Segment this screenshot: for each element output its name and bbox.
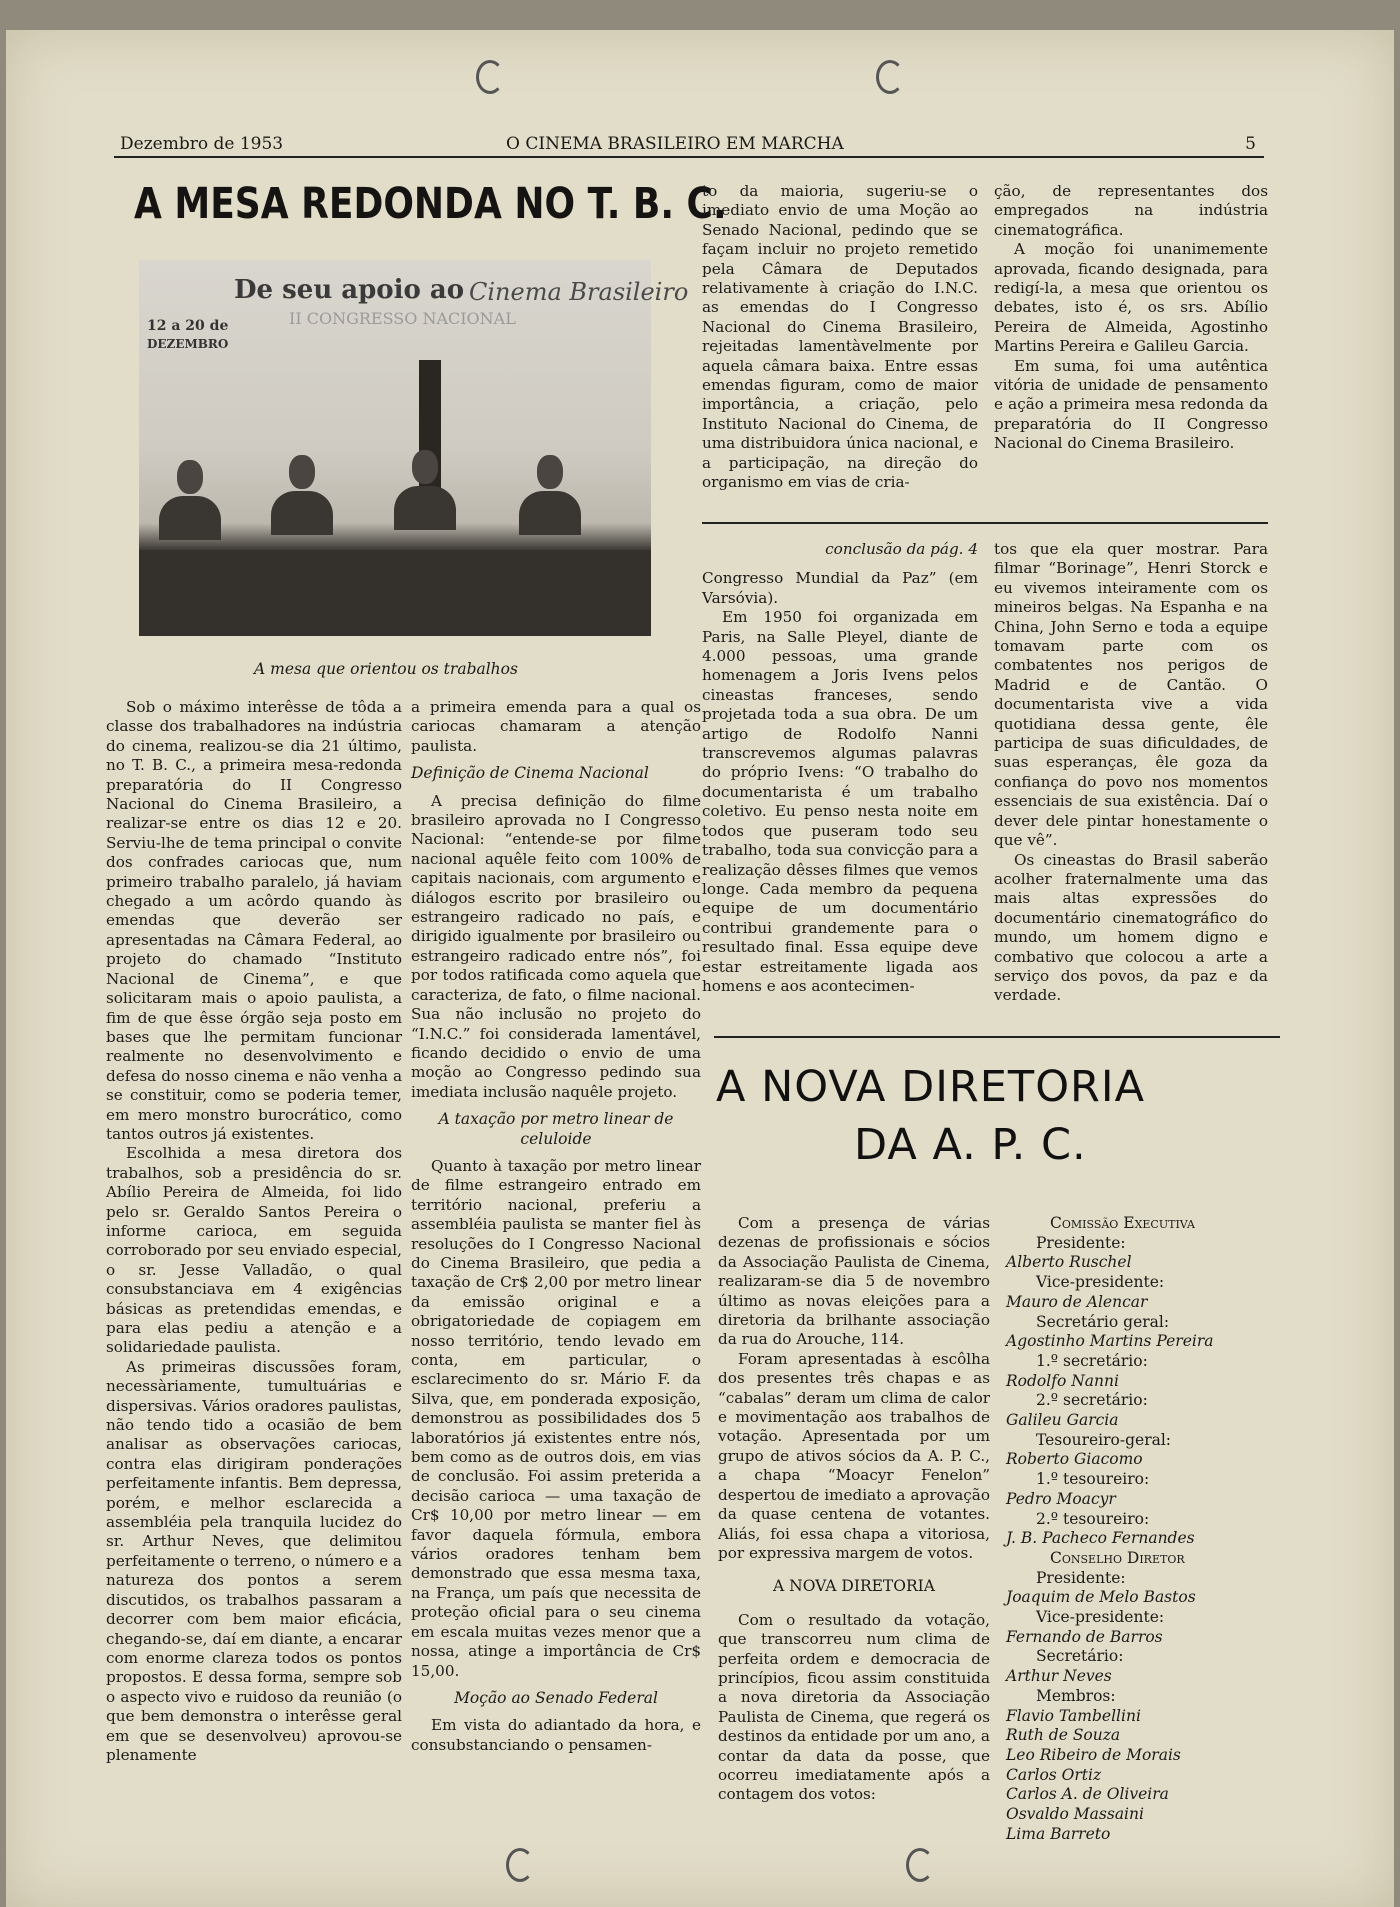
roster-member-name: Mauro de Alencar: [1006, 1292, 1148, 1311]
article2-column-1: [702, 540, 978, 996]
continued-from-note: conclusão da pág. 4: [825, 540, 978, 558]
board-roster: [1006, 1214, 1256, 1845]
banner-text-4: 12 a 20 de: [147, 318, 229, 334]
banner-text-5: DEZEMBRO: [147, 337, 229, 351]
article2-paragraph: Congresso Mundial da Paz” (em Varsóvia).: [702, 569, 978, 607]
page-header: [114, 130, 1264, 158]
subheading-taxacao: A taxação por metro linear de celuloide: [438, 1110, 674, 1148]
divider-mid-right: [714, 1036, 1280, 1038]
article1-column-2: [411, 698, 701, 1755]
roster-member-name: Rodolfo Nanni: [1006, 1371, 1119, 1390]
roster-member-name: Leo Ribeiro de Morais: [1006, 1745, 1181, 1764]
roster-role: Membros:: [1036, 1686, 1116, 1705]
article-title-mesa-redonda: A MESA REDONDA NO T. B. C.: [134, 180, 727, 229]
roster-role: Secretário:: [1036, 1647, 1124, 1666]
roster-role: 1.º secretário:: [1036, 1351, 1148, 1370]
article1-paragraph: A precisa definição do filme brasileiro aprovada no I Congresso Nacional: “entende-se por filme nacional aquêle feito com 100% de capitais nacionais, com argumento e diálogos escrito por brasileiro ou estrangeiro radicado no país, e dirigido igualmente por brasileiro ou estrangeiro radicado entre nós”, foi por todos ratificada como aquela que caracteriza, de fato, o filme nacional. Sua não inclusão no projeto do “I.N.C.” foi considerada lamentável, ficando decidido o envio de uma moção ao Congresso pedindo sua imediata inclusão naquêle projeto.: [411, 791, 701, 1101]
roster-member-name: Roberto Giacomo: [1006, 1450, 1143, 1469]
binder-hole-left: [476, 60, 504, 94]
roster-member-name: Arthur Neves: [1006, 1667, 1112, 1686]
roster-member-name: Osvaldo Massaini: [1006, 1805, 1144, 1824]
article1-paragraph: Quanto à taxação por metro linear de filme estrangeiro entrado em território nacional, preferiu a assembléia paulista se manter fiel às resoluções do I Congresso Nacional do Cinema Brasileiro, que pedia a taxação de Cr$ 2,00 por metro linear da emissão original e a obrigatoriedade de copiagem em nosso território, tendo levado em conta, em particular, o esclarecimento do sr. Mário F. da Silva, que, em ponderada exposição, demonstrou as possibilidades dos 5 laboratórios já existentes entre nós, bem como as de outros dois, em vias de conclusão. Foi assim preterida a decisão carioca — uma taxação de Cr$ 10,00 por metro linear — em favor daquela fórmula, embora vários oradores tenham bem demonstrado que essa mesma taxa, na França, um país que necessita de proteção oficial para o seu cinema em escala muitas vezes menor que a nossa, atinge a importância de Cr$ 15,00.: [411, 1156, 701, 1680]
roster-member-name: Pedro Moacyr: [1006, 1489, 1116, 1508]
banner-text-1: De seu apoio ao: [234, 275, 465, 305]
roster-member-name: Agostinho Martins Pereira: [1006, 1332, 1214, 1351]
roster-member-name: Flavio Tambellini: [1006, 1706, 1141, 1725]
article1-paragraph: to da maioria, sugeriu-se o imediato envio de uma Moção ao Senado Nacional, pedindo que se façam incluir no projeto remetido pela Câmara de Deputados relativamente à criação do I.N.C. as emendas do I Congresso Nacional do Cinema Brasileiro, rejeitadas lamentàvelmente por aquela câmara baixa. Entre essas emendas figuram, como de maior importância, a criação, pelo Instituto Nacional do Cinema, de uma distribuidora única nacional, e a participação, na direção do organismo em vias de cria-: [702, 182, 978, 492]
article3-paragraph: Foram apresentadas à escôlha dos presentes três chapas e as “cabalas” deram um clima de calor e movimentação aos trabalhos de votação. Apresentada por um grupo de ativos sócios da A. P. C., a chapa “Moacyr Fenelon” despertou de imediato a aprovação da quase centena de votantes. Aliás, foi essa chapa a vitoriosa, por expressiva margem de votos.: [718, 1349, 990, 1562]
publication-name: O CINEMA BRASILEIRO EM MARCHA: [506, 134, 844, 154]
roster-member-name: Lima Barreto: [1006, 1824, 1111, 1843]
roster-member-name: Galileu Garcia: [1006, 1411, 1119, 1430]
roster-role: 2.º tesoureiro:: [1036, 1509, 1150, 1528]
roster-role: Presidente:: [1036, 1568, 1126, 1587]
article2-column-2: [994, 540, 1268, 1006]
divider-top-right: [702, 522, 1268, 524]
roster-member-name: Joaquim de Melo Bastos: [1006, 1588, 1196, 1607]
photo-person-4: [519, 455, 581, 551]
roster-section-heading: Conselho Diretor: [1050, 1548, 1185, 1567]
subheading-mocao: Moção ao Senado Federal: [454, 1688, 658, 1707]
article3-column-1: [718, 1214, 990, 1805]
article1-paragraph: ção, de representantes dos empregados na indústria cinematográfica.: [994, 182, 1268, 239]
article1-paragraph: A moção foi unanimemente aprovada, ficando designada, para redigí-la, a mesa que orientou os debates, isto é, os srs. Abílio Pereira de Almeida, Agostinho Martins Pereira e Galileu Garcia.: [994, 240, 1268, 356]
article3-title-line-1: A NOVA DIRETORIA: [716, 1062, 1146, 1112]
roster-member-name: Carlos A. de Oliveira: [1006, 1785, 1169, 1804]
photo-person-1: [159, 460, 221, 556]
article1-paragraph: Em vista do adiantado da hora, e consubstanciando o pensamen-: [411, 1716, 701, 1754]
subheading-nova-diretoria: A NOVA DIRETORIA: [773, 1577, 935, 1596]
article1-paragraph: Em suma, foi uma autêntica vitória de unidade de pensamento e ação a primeira mesa redonda da preparatória do II Congresso Nacional do Cinema Brasileiro.: [994, 356, 1268, 453]
roster-member-name: Alberto Ruschel: [1006, 1253, 1132, 1272]
article3-paragraph: Com a presença de várias dezenas de profissionais e sócios da Associação Paulista de Cinema, realizaram-se dia 5 de novembro último as novas eleições para a diretoria da brilhante associação da rua do Arouche, 114.: [718, 1214, 990, 1349]
photo-table: [139, 550, 651, 636]
binder-hole-right: [876, 60, 904, 94]
photo-person-2: [271, 455, 333, 551]
article1-paragraph: As primeiras discussões foram, necessàriamente, tumultuárias e dispersivas. Vários oradores paulistas, não tendo tido a ocasião de bem analisar as observações cariocas, contra elas dirigiram ponderações perfeitamente infantis. Bem depressa, porém, e melhor esclarecida a assembléia pela tranquila lucidez do sr. Arthur Neves, que delimitou perfeitamente o terreno, o número e a natureza dos pontos a serem discutidos, os trabalhos passaram a decorrer com bem maior eficácia, chegando-se, daí em diante, a encarar com enorme clareza todos os pontos propostos. E dessa forma, sempre sob o aspecto vivo e ruidoso da reunião (o que bem demonstra o interêsse geral em que se desenvolveu) aprovou-se plenamente: [106, 1357, 402, 1764]
roster-role: 2.º secretário:: [1036, 1391, 1148, 1410]
newspaper-page: [6, 30, 1394, 1907]
roster-role: Presidente:: [1036, 1233, 1126, 1252]
article1-column-1: [106, 698, 402, 1765]
article1-paragraph: Escolhida a mesa diretora dos trabalhos, sob a presidência do sr. Abílio Pereira de Almeida, foi lido pelo sr. Geraldo Santos Pereira o informe carioca, em seguida corroborado por seu enviado especial, o sr. Jesse Valladão, o qual consubstanciava em 4 exigências básicas as pretendidas emendas, e para elas pediu a atenção e a solidariedade paulista.: [106, 1144, 402, 1357]
roster-role: Vice-presidente:: [1036, 1273, 1165, 1292]
page-number: 5: [1245, 134, 1256, 154]
roster-role: 1.º tesoureiro:: [1036, 1470, 1150, 1489]
roster-member-name: J. B. Pacheco Fernandes: [1006, 1529, 1195, 1548]
article1-column-4: [994, 182, 1268, 454]
roster-role: Vice-presidente:: [1036, 1608, 1165, 1627]
binder-hole-bottom-right: [906, 1848, 934, 1882]
roster-role: Secretário geral:: [1036, 1312, 1170, 1331]
meeting-photo: [139, 260, 689, 636]
article2-paragraph: Em 1950 foi organizada em Paris, na Salle Pleyel, diante de 4.000 pessoas, uma grande homenagem a Joris Ivens pelos cineastas franceses, sendo projetada toda a sua obra. De um artigo de Rodolfo Nanni transcrevemos algumas palavras do próprio Ivens: “O trabalho do documentarista é um trabalho coletivo. Eu penso nesta noite em todos que puseram todo seu trabalho, toda sua convicção para a realização dêsses filmes que vemos longe. Cada membro da pequena equipe de um documentário contribui grandemente para o resultado final. Essa equipe deve estar estreitamente ligada aos homens e aos acontecimen-: [702, 608, 978, 995]
photo-banner: [139, 260, 689, 360]
roster-role: Tesoureiro-geral:: [1036, 1430, 1172, 1449]
roster-member-name: Ruth de Souza: [1006, 1726, 1121, 1745]
banner-text-3: II CONGRESSO NACIONAL: [289, 309, 516, 328]
roster-section-heading: Comissão Executiva: [1050, 1214, 1195, 1232]
binder-hole-bottom-left: [506, 1848, 534, 1882]
article2-paragraph: Os cineastas do Brasil saberão acolher fraternalmente uma das mais altas expressões do documentário cinematográfico do mundo, um homem digno e combativo que colocou a arte a serviço dos povos, da paz e da verdade.: [994, 850, 1268, 1005]
article3-title-line-2: DA A. P. C.: [854, 1120, 1087, 1170]
article1-paragraph: Sob o máximo interêsse de tôda a classe dos trabalhadores na indústria do cinema, realizou-se dia 21 último, no T. B. C., a primeira mesa-redonda preparatória do II Congresso Nacional do Cinema Brasileiro, a realizar-se entre os dias 12 e 20. Serviu-lhe de tema principal o convite dos confrades cariocas que, num primeiro trabalho paralelo, já haviam chegado a um acôrdo quando às emendas que deverão ser apresentadas na Câmara Federal, ao projeto do chamado “Instituto Nacional de Cinema”, e que solicitaram mais o apoio paulista, a fim de que êsse órgão seja posto em bases que lhe permitam funcionar realmente no desenvolvimento e defesa do nosso cinema e não venha a se constituir, como se poderia temer, em mero monstro burocrático, como tantos outros já existentes.: [106, 698, 402, 1143]
article2-paragraph: tos que ela quer mostrar. Para filmar “Borinage”, Henri Storck e eu vivemos inteiramente com os mineiros belgas. Na Espanha e na China, John Serno e toda a equipe tomavam parte com os combatentes nos perigos de Madrid e de Cantão. O documentarista vive a vida quotidiana dessa gente, êle participa de suas dificuldades, de suas esperanças, êle goza da confiança do povo nos momentos essenciais de sua existência. Daí o dever dele pintar honestamente o que vê”.: [994, 540, 1268, 850]
photo-person-3: [394, 450, 456, 546]
article3-paragraph: Com o resultado da votação, que transcorreu num clima de perfeita ordem e democracia de princípios, ficou assim constituida a nova diretoria da Associação Paulista de Cinema, que regerá os destinos da entidade por um ano, a contar da data da posse, que ocorreu imediatamente após a contagem dos votos:: [718, 1610, 990, 1804]
issue-date: Dezembro de 1953: [120, 134, 284, 154]
roster-member-name: Carlos Ortiz: [1006, 1765, 1102, 1784]
banner-text-2: Cinema Brasileiro: [469, 278, 689, 306]
article1-paragraph: a primeira emenda para a qual os cariocas chamaram a atenção paulista.: [411, 698, 701, 755]
article1-column-3: [702, 182, 978, 493]
photo-caption: A mesa que orientou os trabalhos: [254, 660, 518, 678]
roster-member-name: Fernando de Barros: [1006, 1627, 1163, 1646]
subheading-definicao: Definição de Cinema Nacional: [411, 764, 649, 783]
